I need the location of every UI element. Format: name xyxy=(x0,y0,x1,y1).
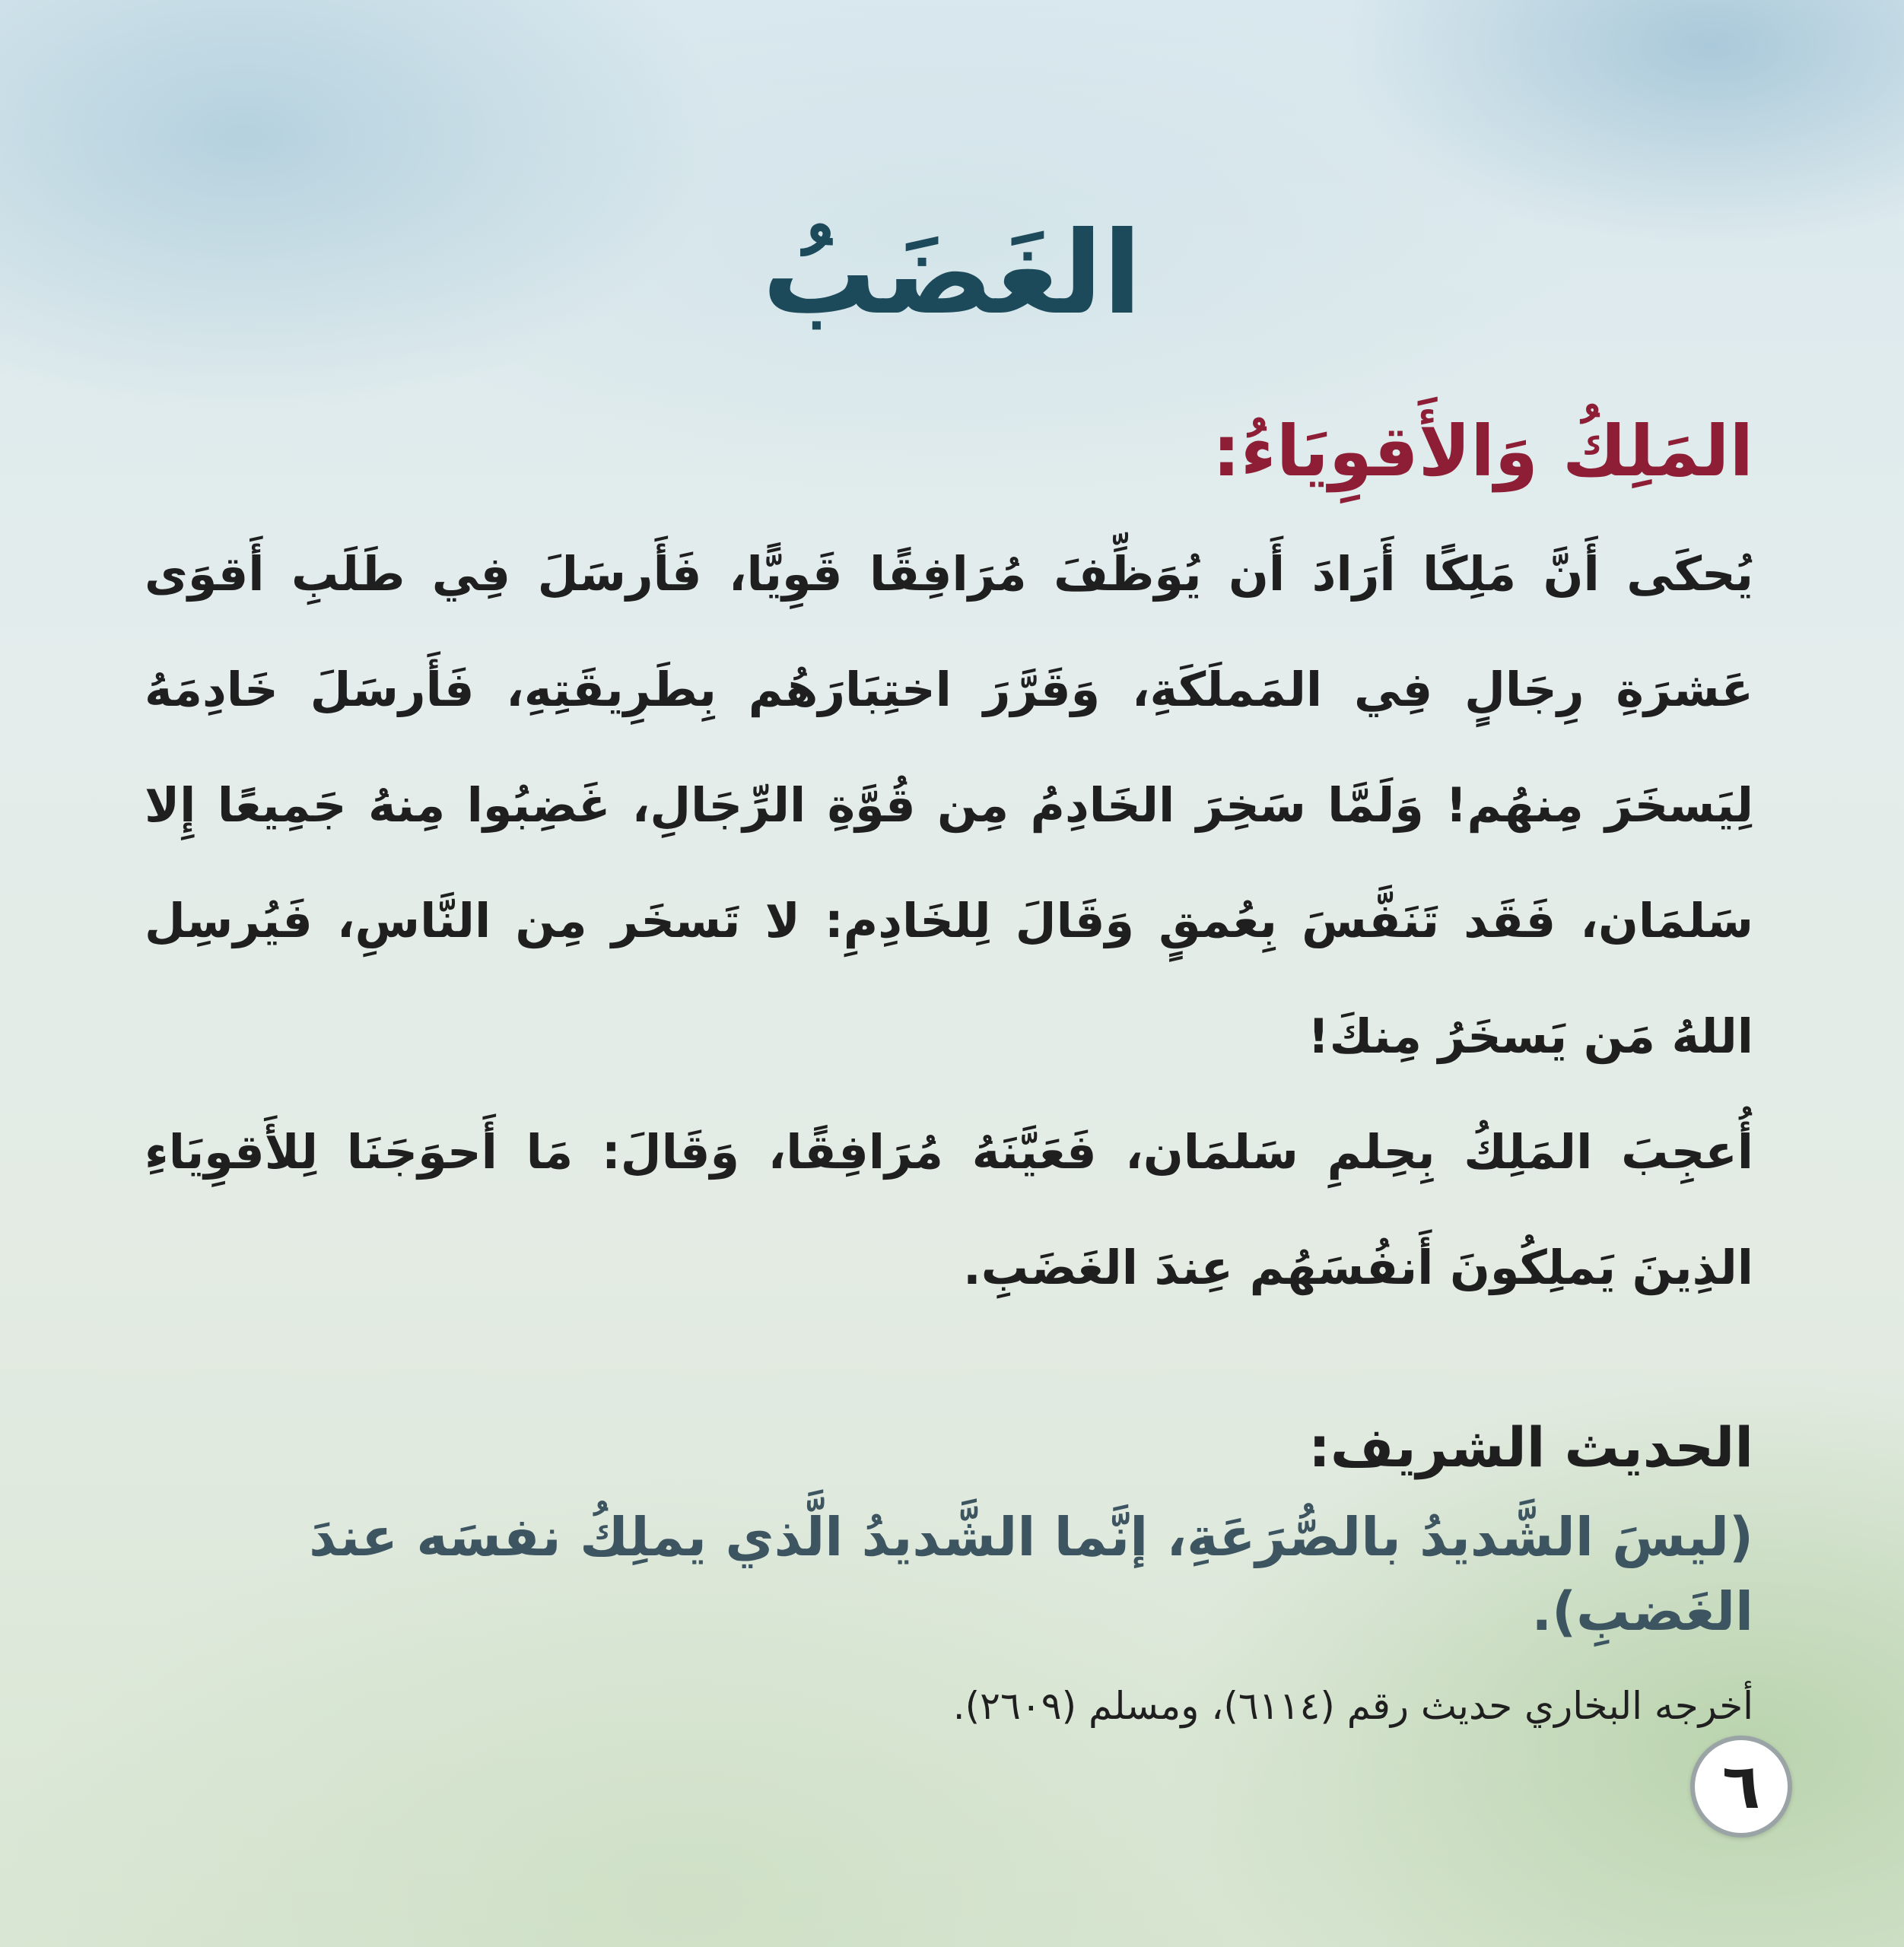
hadith-reference: أخرجه البخاري حديث رقم (٦١١٤)، ومسلم (٢٦٠٩). xyxy=(952,1683,1753,1728)
story-paragraph-2: أُعجِبَ المَلِكُ بِحِلمِ سَلمَان، فَعَيَّنَهُ مُرَافِقًا، وَقَالَ: مَا أَحوَجَنَا لِلأَقوِيَاءِ الذِينَ يَملِكُونَ أَنفُسَهُم عِندَ الغَضَبِ. xyxy=(145,1123,1753,1295)
story-paragraph-1: يُحكَى أَنَّ مَلِكًا أَرَادَ أَن يُوَظِّفَ مُرَافِقًا قَوِيًّا، فَأَرسَلَ فِي طَلَبِ أَقوَى عَشرَةِ رِجَالٍ فِي المَملَكَةِ، وَقَرَّرَ اختِبَارَهُم بِطَرِيقَتِهِ، فَأَرسَلَ خَادِمَهُ لِيَسخَرَ مِنهُم! وَلَمَّا سَخِرَ الخَادِمُ مِن قُوَّةِ الرِّجَالِ، غَضِبُوا مِنهُ جَمِيعًا إِلا سَلمَان، فَقَد تَنَفَّسَ بِعُمقٍ وَقَالَ لِلخَادِمِ: لا تَسخَر مِن النَّاسِ، فَيُرسِل اللهُ مَن يَسخَرُ مِنكَ! xyxy=(145,545,1753,1064)
page-number: ٦ xyxy=(1721,1750,1761,1823)
story-subtitle: المَلِكُ وَالأَقوِيَاءُ: xyxy=(1212,411,1753,492)
page-content xyxy=(145,403,1753,1733)
hadith-heading: الحديث الشريف: xyxy=(1308,1415,1753,1479)
story-body xyxy=(145,516,1753,1326)
page-title: الغَضَبُ xyxy=(762,208,1142,340)
hadith-text: (ليسَ الشَّديدُ بالصُّرَعَةِ، إنَّما الشَّديدُ الَّذي يملِكُ نفسَه عندَ الغَضبِ). xyxy=(309,1505,1753,1643)
page-number-badge xyxy=(1690,1736,1792,1837)
